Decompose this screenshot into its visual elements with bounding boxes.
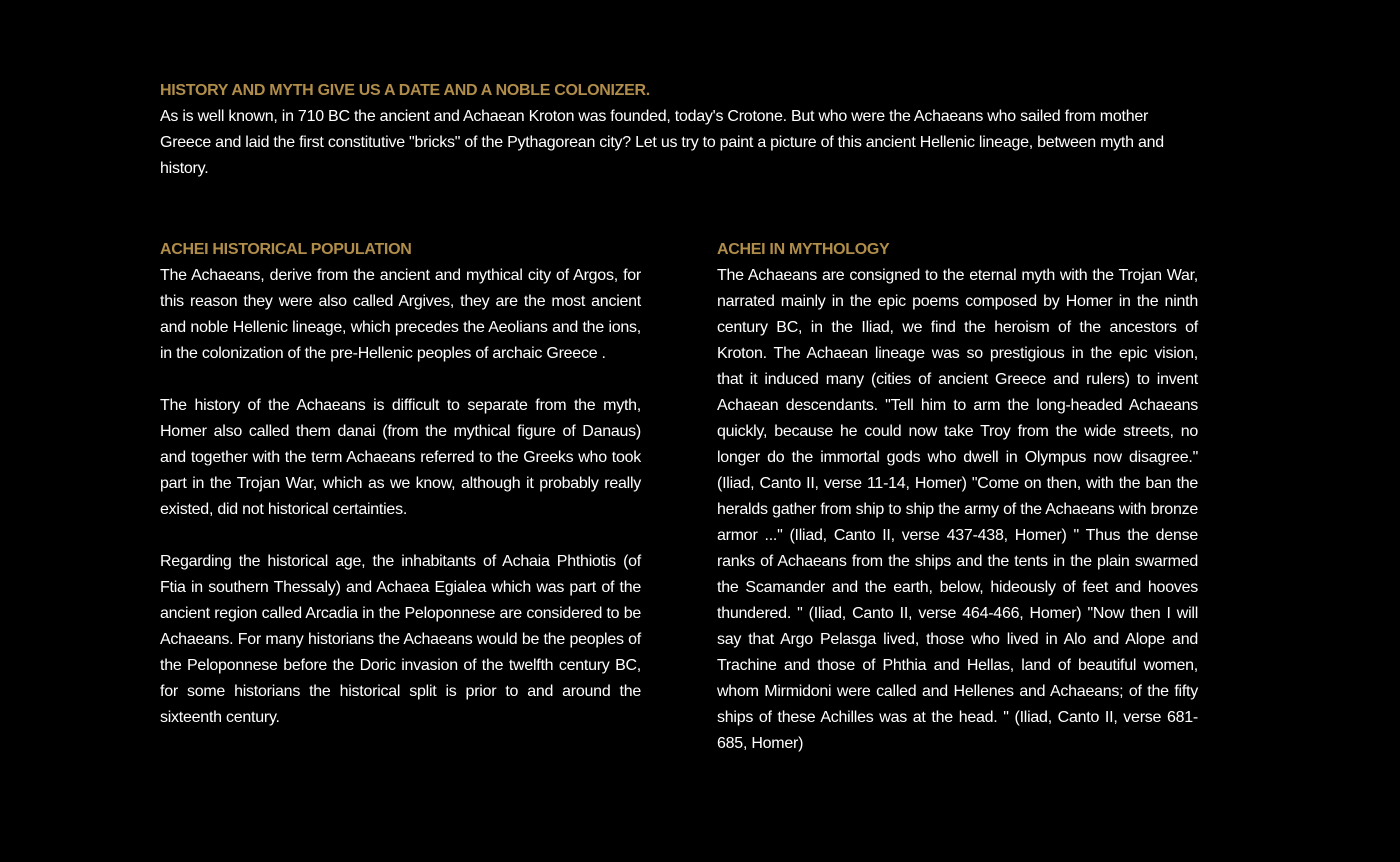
- history-paragraph-3: Regarding the historical age, the inhabitants of Achaia Phthiotis (of Ftia in southern Thessaly) and Achaea Egialea which was part of the ancient region called Arcadia in the Peloponnese are considered to be Achaeans. For many historians the Achaeans would be the peoples of the Peloponnese before the Doric invasion of the twelfth century BC, for some historians the historical split is prior to and around the sixteenth century.: [160, 553, 641, 726]
- history-paragraph-1: The Achaeans, derive from the ancient and mythical city of Argos, for this reason they were also called Argives, they are the most ancient and noble Hellenic lineage, which precedes the Aeolians and the ions, in the colonization of the pre-Hellenic peoples of archaic Greece .: [160, 267, 641, 362]
- history-section: [160, 237, 641, 731]
- history-paragraph-2: The history of the Achaeans is difficult to separate from the myth, Homer also called them danai (from the mythical figure of Danaus) and together with the term Achaeans referred to the Greeks who took part in the Trojan War, which as we know, although it probably really existed, did not historical certainties.: [160, 397, 641, 518]
- paragraph-spacer: [160, 523, 641, 549]
- paragraph-spacer: [160, 367, 641, 393]
- intro-heading: HISTORY AND MYTH GIVE US A DATE AND A NOBLE COLONIZER.: [160, 82, 650, 99]
- mythology-paragraph: The Achaeans are consigned to the eternal myth with the Trojan War, narrated mainly in the epic poems composed by Homer in the ninth century BC, in the Iliad, we find the heroism of the ancestors of Kroton. The Achaean lineage was so prestigious in the epic vision, that it induced many (cities of ancient Greece and rulers) to invent Achaean descendants. "Tell him to arm the long-headed Achaeans quickly, because he could now take Troy from the wide streets, no longer do the immortal gods who dwell in Olympus now disagree." (Iliad, Canto II, verse 11-14, Homer) "Come on then, with the ban the heralds gather from ship to ship the army of the Achaeans with bronze armor ..." (Iliad, Canto II, verse 437-438, Homer) " Thus the dense ranks of Achaeans from the ships and the tents in the plain swarmed the Scamander and the earth, below, hideously of feet and hooves thundered. " (Iliad, Canto II, verse 464-466, Homer) "Now then I will say that Argo Pelasga lived, those who lived in Alo and Alope and Trachine and those of Phthia and Hellas, land of beautiful women, whom Mirmidoni were called and Hellenes and Achaeans; of the fifty ships of these Achilles was at the head. " (Iliad, Canto II, verse 681-685, Homer): [717, 267, 1198, 752]
- mythology-section: [717, 237, 1198, 757]
- history-heading: ACHEI HISTORICAL POPULATION: [160, 241, 412, 258]
- mythology-heading: ACHEI IN MYTHOLOGY: [717, 241, 890, 258]
- intro-section: [160, 78, 1198, 182]
- intro-paragraph: As is well known, in 710 BC the ancient and Achaean Kroton was founded, today's Crotone. But who were the Achaeans who sailed from mother Greece and laid the first constitutive "bricks" of the Pythagorean city? Let us try to paint a picture of this ancient Hellenic lineage, between myth and history.: [160, 108, 1164, 177]
